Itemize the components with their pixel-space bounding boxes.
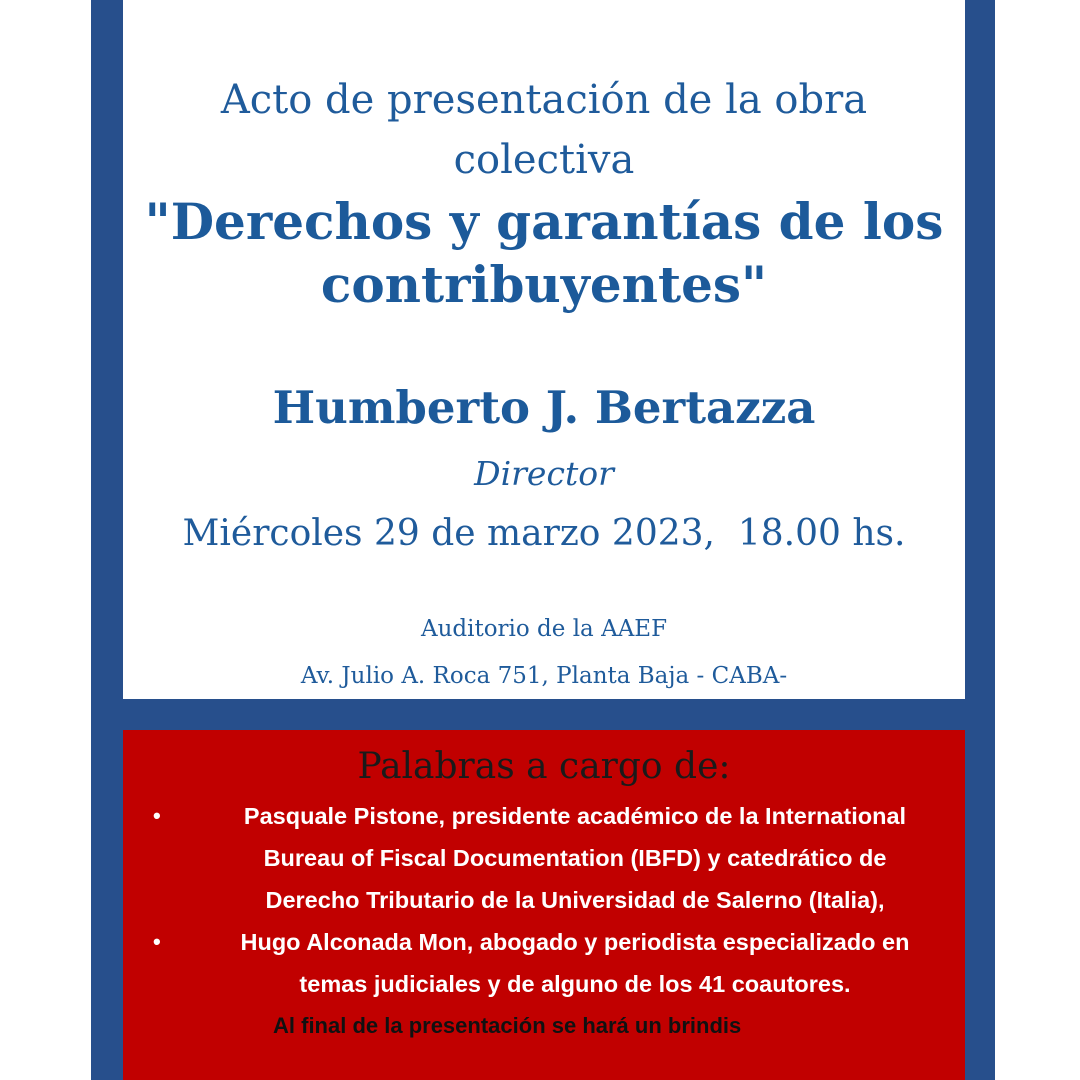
speaker-line: Derecho Tributario de la Universidad de Salerno (Italia),	[265, 887, 885, 913]
director-role: Director	[474, 454, 614, 493]
speaker-line: Bureau of Fiscal Documentation (IBFD) y catedrático de	[263, 845, 887, 871]
work-title-line-2: contribuyentes"	[320, 255, 768, 314]
speaker-line: Hugo Alconada Mon, abogado y periodista especializado en	[240, 929, 910, 955]
venue-name: Auditorio de la AAEF	[420, 616, 668, 642]
speaker-line: temas judiciales y de alguno de los 41 coautores.	[299, 971, 851, 997]
speakers-panel	[123, 730, 965, 1080]
work-title	[123, 190, 965, 316]
intro-text	[123, 70, 965, 190]
speaker-text	[205, 795, 945, 921]
intro-line-1: Acto de presentación de la obra	[220, 77, 868, 123]
director-name: Humberto J. Bertazza	[272, 381, 816, 434]
bullet-icon: •	[153, 803, 161, 828]
speakers-heading: Palabras a cargo de:	[357, 746, 731, 787]
speaker-text	[205, 921, 945, 1005]
venue-address: Av. Julio A. Roca 751, Planta Baja - CABA-	[300, 663, 788, 689]
event-info-panel	[123, 0, 965, 699]
intro-line-2: colectiva	[453, 137, 635, 183]
closing-note: Al final de la presentación se hará un brindis	[273, 1013, 742, 1038]
speaker-line: Pasquale Pistone, presidente académico de la International	[243, 803, 907, 829]
work-title-line-1: "Derechos y garantías de los	[144, 192, 944, 251]
bullet-icon: •	[153, 929, 161, 954]
event-date-time: Miércoles 29 de marzo 2023, 18.00 hs.	[182, 513, 906, 554]
